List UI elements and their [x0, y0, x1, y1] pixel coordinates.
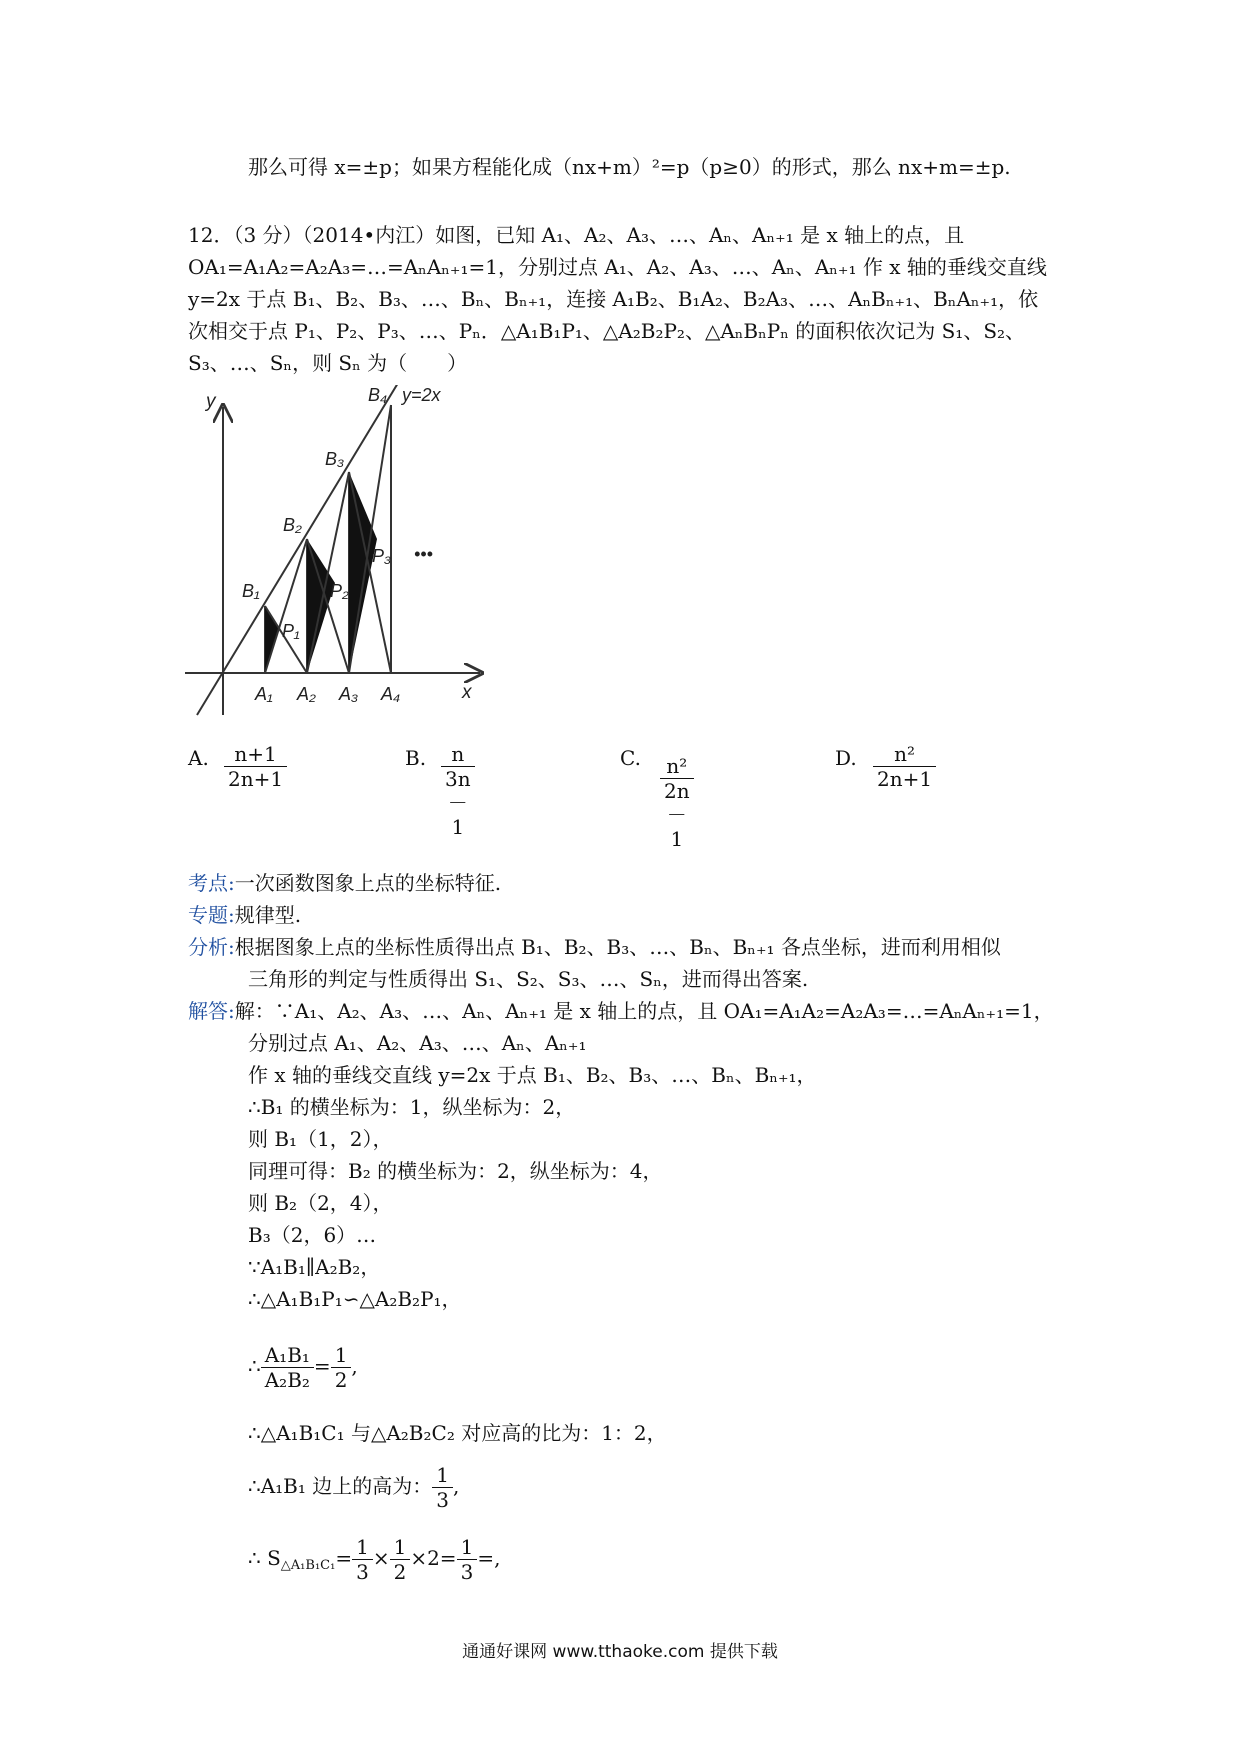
option-b-letter: B.	[405, 746, 427, 770]
option-b-numerator: n	[441, 742, 475, 767]
option-a-fraction	[224, 742, 287, 791]
area-line	[248, 1528, 500, 1588]
step-6: 同理可得：B₂ 的横坐标为：2，纵坐标为：4，	[248, 1159, 663, 1183]
label-p3: P₃	[372, 546, 392, 566]
option-b-denominator: 3n－1	[445, 767, 471, 839]
y-axis-label: y	[206, 391, 216, 412]
ratio-line	[248, 1336, 358, 1396]
label-p1: P₁	[282, 621, 300, 641]
option-c-letter: C.	[620, 746, 641, 770]
area-f2-num: 1	[390, 1535, 411, 1560]
height-denominator: 3	[436, 1488, 449, 1512]
ratio-value	[331, 1343, 352, 1392]
option-c-fraction	[660, 754, 694, 851]
height-prefix: ∴A₁B₁ 边上的高为：	[248, 1474, 433, 1498]
zhuanti-text: 规律型.	[234, 903, 302, 927]
option-c-numerator: n²	[660, 754, 694, 779]
area-fraction-3	[457, 1535, 478, 1584]
step-7: 则 B₂（2，4），	[248, 1191, 393, 1215]
ratio-value-denominator: 2	[334, 1368, 348, 1392]
kaodian-row	[188, 868, 501, 898]
label-b4: B₄	[368, 385, 388, 405]
footer: 通通好课网 www.tthaoke.com 提供下载	[462, 1642, 778, 1662]
jieda-row	[188, 996, 1054, 1026]
kaodian-text: 一次函数图象上点的坐标特征.	[234, 871, 502, 895]
height-numerator: 1	[432, 1463, 453, 1488]
x-axis-label: x	[462, 682, 472, 703]
fenxi-row	[188, 932, 1001, 962]
zhuanti-row	[188, 900, 301, 930]
option-d-fraction	[873, 742, 936, 791]
ellipsis-dots: •••	[414, 544, 433, 564]
area-f1-num: 1	[352, 1535, 373, 1560]
kaodian-label: 考点:	[188, 871, 235, 895]
area-f2-den: 2	[393, 1560, 407, 1584]
option-a-numerator: n+1	[224, 742, 287, 767]
fenxi-label: 分析:	[188, 935, 235, 959]
area-f3-den: 3	[460, 1560, 474, 1584]
ratio-value-numerator: 1	[331, 1343, 352, 1368]
ratio-eq: =	[313, 1354, 331, 1378]
zhuanti-label: 专题:	[188, 903, 235, 927]
area-f1-den: 3	[356, 1560, 369, 1584]
step-4: ∴B₁ 的横坐标为：1，纵坐标为：2，	[248, 1095, 576, 1119]
question-line-2: OA₁=A₁A₂=A₂A₃=…=AₙAₙ₊₁=1，分别过点 A₁、A₂、A₃、…、Aₙ、Aₙ₊₁ 作 x 轴的垂线交直线	[188, 255, 1047, 279]
step-1: 解：∵A₁、A₂、A₃、…、Aₙ、Aₙ₊₁ 是 x 轴上的点，且 OA₁=A₁A₂=A₂A₃=…=AₙAₙ₊₁=1，	[234, 999, 1054, 1023]
label-p2: P₂	[330, 581, 349, 601]
ratio-prefix: ∴	[248, 1354, 261, 1378]
question-line-4: 次相交于点 P₁、P₂、P₃、…、Pₙ．△A₁B₁P₁、△A₂B₂P₂、△AₙBₙPₙ 的面积依次记为 S₁、S₂、	[188, 319, 1026, 343]
option-b-fraction	[441, 742, 475, 839]
top-line: 那么可得 x=±p；如果方程能化成（nx+m）²=p（p≥0）的形式，那么 nx+m=±p.	[248, 155, 1011, 179]
label-b3: B₃	[325, 449, 345, 469]
step-8: B₃（2，6）…	[248, 1223, 377, 1247]
area-subscript: △A₁B₁C₁	[280, 1558, 336, 1573]
label-a4: A₄	[381, 684, 401, 704]
question-line-5: S₃、…、Sₙ，则 Sₙ 为（ ）	[188, 351, 468, 375]
geometry-figure	[180, 385, 500, 720]
option-a-letter: A.	[188, 746, 209, 770]
area-prefix: ∴ S	[248, 1546, 281, 1570]
area-fraction-2	[390, 1535, 411, 1584]
option-a-denominator: 2n+1	[228, 767, 284, 791]
step-3: 作 x 轴的垂线交直线 y=2x 于点 B₁、B₂、B₃、…、Bₙ、Bₙ₊₁，	[248, 1063, 817, 1087]
question-line-1: 12．（3 分）（2014•内江）如图，已知 A₁、A₂、A₃、…、Aₙ、Aₙ₊₁ 是 x 轴上的点，且	[188, 223, 965, 247]
jieda-label: 解答:	[188, 999, 235, 1023]
step-10: ∴△A₁B₁P₁∽△A₂B₂P₁，	[248, 1287, 462, 1311]
height-line	[248, 1456, 459, 1516]
area-suffix: =,	[477, 1546, 501, 1570]
label-a1: A₁	[255, 684, 273, 704]
ratio-denominator: A₂B₂	[264, 1368, 310, 1392]
height-suffix: ,	[453, 1474, 460, 1498]
line-label: y=2x	[402, 385, 441, 405]
question-line-3: y=2x 于点 B₁、B₂、B₃、…、Bₙ、Bₙ₊₁，连接 A₁B₂、B₁A₂、B₂A₃、…、AₙBₙ₊₁、BₙAₙ₊₁，依	[188, 287, 1039, 311]
option-d-letter: D.	[835, 746, 857, 770]
step-5: 则 B₁（1，2），	[248, 1127, 393, 1151]
ratio-fraction	[261, 1343, 314, 1392]
segment-a1b2	[265, 539, 307, 673]
ratio-numerator: A₁B₁	[261, 1343, 314, 1368]
option-d-denominator: 2n+1	[877, 767, 933, 791]
label-b2: B₂	[283, 515, 302, 535]
label-b1: B₁	[242, 581, 260, 601]
ratio-suffix: ,	[351, 1354, 358, 1378]
area-fraction-1	[352, 1535, 373, 1584]
height-fraction	[432, 1463, 453, 1512]
area-f3-num: 1	[457, 1535, 478, 1560]
label-a3: A₃	[339, 684, 359, 704]
label-a2: A₂	[297, 684, 316, 704]
area-times-2: ×2=	[410, 1546, 457, 1570]
option-c-denominator: 2n－1	[664, 779, 690, 851]
step-9: ∵A₁B₁∥A₂B₂，	[248, 1255, 381, 1279]
area-eq: =	[335, 1546, 353, 1570]
step-2: 分别过点 A₁、A₂、A₃、…、Aₙ、Aₙ₊₁	[248, 1031, 587, 1055]
option-d-numerator: n²	[873, 742, 936, 767]
height-ratio-line: ∴△A₁B₁C₁ 与△A₂B₂C₂ 对应高的比为：1：2，	[248, 1421, 667, 1445]
area-times-1: ×	[372, 1546, 390, 1570]
fenxi-text-2: 三角形的判定与性质得出 S₁、S₂、S₃、…、Sₙ，进而得出答案.	[248, 967, 809, 991]
fenxi-text-1: 根据图象上点的坐标性质得出点 B₁、B₂、B₃、…、Bₙ、Bₙ₊₁ 各点坐标，进而利用相似	[234, 935, 1001, 959]
